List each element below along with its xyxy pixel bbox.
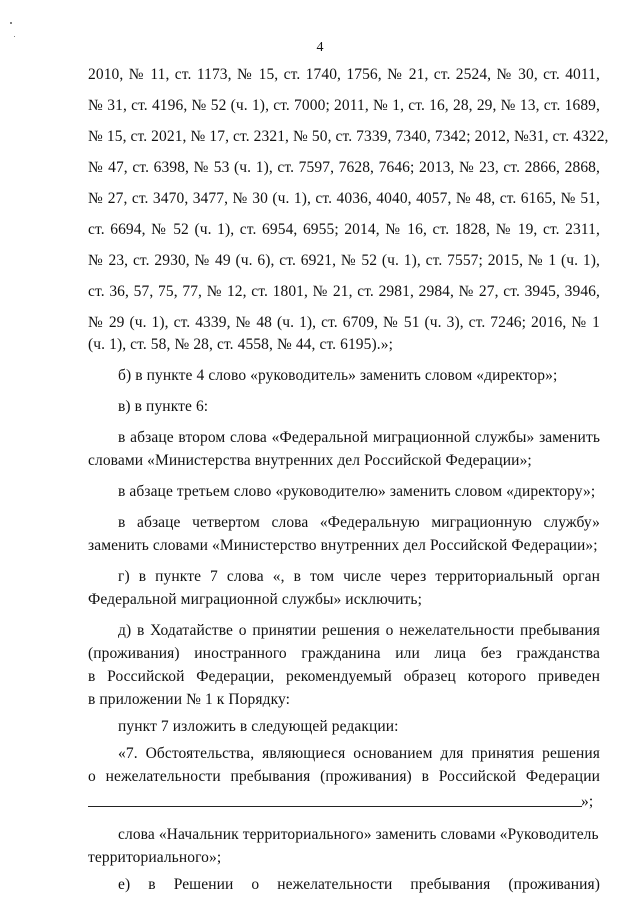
paragraph-punkt-7: пункт 7 изложить в следующей редакции: [118, 718, 399, 735]
page-number: 4 [316, 40, 324, 55]
blank-underline [88, 806, 582, 807]
text-line: № 15, ст. 2021, № 17, ст. 2321, № 50, ст. 7339, 7340, 7342; 2012, №31, ст. 4322, [88, 128, 609, 145]
text-line: (проживания) иностранного гражданина или лица без гражданства [88, 645, 600, 662]
text-line: № 27, ст. 3470, 3477, № 30 (ч. 1), ст. 4036, 4040, 4057, № 48, ст. 6165, № 51, [88, 190, 600, 207]
text-line: территориального»; [88, 849, 222, 866]
text-line: в Российской Федерации, рекомендуемый образец которого приведен [88, 668, 600, 685]
text-line: словами «Министерства внутренних дел Российской Федерации»; [88, 452, 532, 469]
paragraph-v-abzac-3: в абзаце третьем слово «руководителю» заменить словом «директору»; [118, 483, 596, 500]
text-line: (ч. 1), ст. 58, № 28, ст. 4558, № 44, ст. 6195).»; [88, 336, 394, 353]
text-line: в приложении № 1 к Порядку: [88, 691, 291, 708]
text-line: № 47, ст. 6398, № 53 (ч. 1), ст. 7597, 7628, 7646; 2013, № 23, ст. 2866, 2868, [88, 159, 600, 176]
paragraph-e: е) в Решении о нежелательности пребывания (проживания) [118, 876, 600, 893]
scan-speck [10, 22, 12, 24]
text-line: заменить словами «Министерство внутренних дел Российской Федерации»; [88, 537, 598, 554]
text-line: № 31, ст. 4196, № 52 (ч. 1), ст. 7000; 2011, № 1, ст. 16, 28, 29, № 13, ст. 1689, [88, 97, 600, 114]
paragraph-g: г) в пункте 7 слова «, в том числе через территориальный орган [118, 568, 600, 585]
paragraph-v-abzac-4: в абзаце четвертом слова «Федеральную миграционную службу» [118, 514, 600, 531]
text-line: ст. 36, 57, 75, 77, № 12, ст. 1801, № 21, ст. 2981, 2984, № 27, ст. 3945, 3946, [88, 283, 600, 300]
paragraph-slova: слова «Начальник территориального» заменить словами «Руководитель [118, 826, 599, 843]
paragraph-v-abzac-2: в абзаце втором слова «Федеральной миграционной службы» заменить [118, 429, 600, 446]
text-line: ст. 6694, № 52 (ч. 1), ст. 6954, 6955; 2014, № 16, ст. 1828, № 19, ст. 2311, [88, 221, 600, 238]
quote-close: »; [581, 793, 594, 810]
text-line: о нежелательности пребывания (проживания) в Российской Федерации [88, 768, 600, 785]
text-line: 2010, № 11, ст. 1173, № 15, ст. 1740, 1756, № 21, ст. 2524, № 30, ст. 4011, [88, 66, 600, 83]
text-line: № 29 (ч. 1), ст. 4339, № 48 (ч. 1), ст. 6709, № 51 (ч. 3), ст. 7246; 2016, № 1 [88, 314, 600, 331]
text-line: Федеральной миграционной службы» исключить; [88, 591, 422, 608]
paragraph-d: д) в Ходатайстве о принятии решения о нежелательности пребывания [118, 622, 600, 639]
scan-speck [14, 36, 15, 37]
quote-line: «7. Обстоятельства, являющиеся основанием для принятия решения [118, 745, 600, 762]
text-line: № 23, ст. 2930, № 49 (ч. 6), ст. 6921, № 52 (ч. 1), ст. 7557; 2015, № 1 (ч. 1), [88, 252, 600, 269]
paragraph-b: б) в пункте 4 слово «руководитель» заменить словом «директор»; [118, 367, 558, 384]
paragraph-v: в) в пункте 6: [118, 398, 209, 415]
